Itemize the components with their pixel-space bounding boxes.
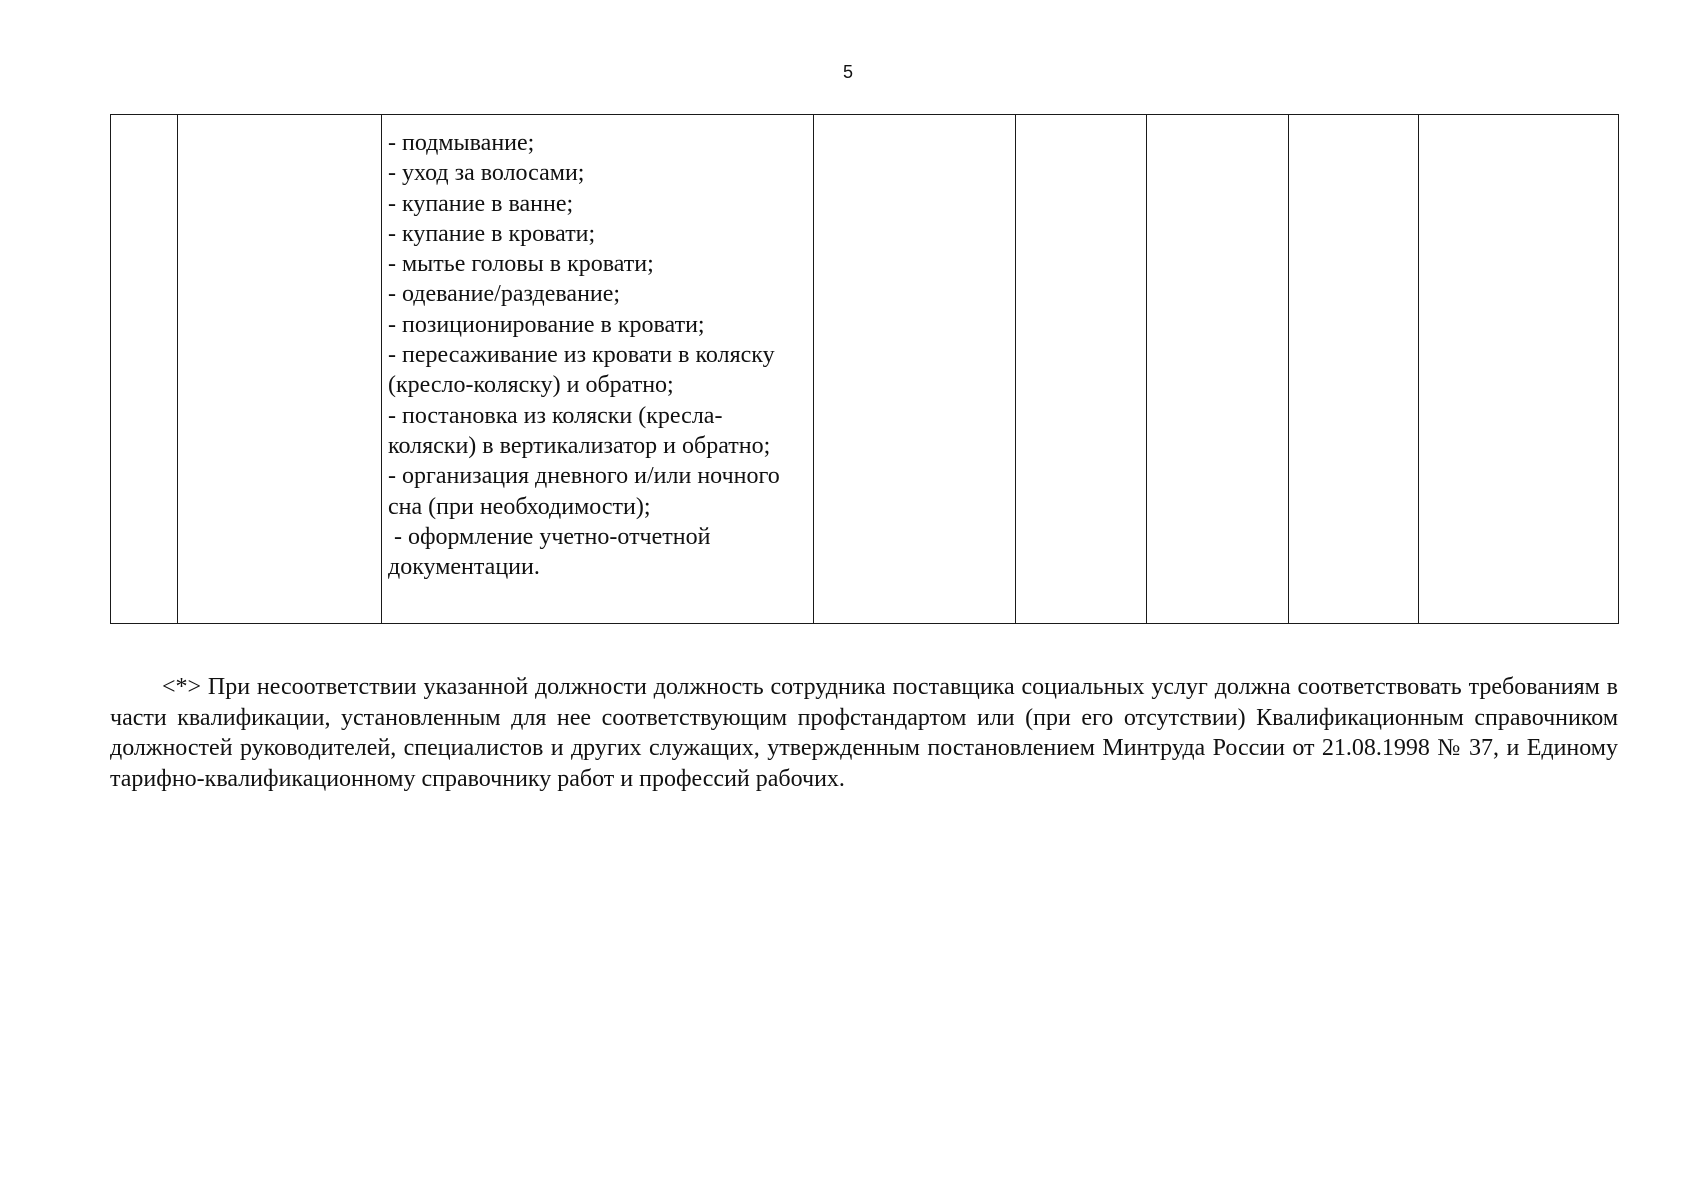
list-item: - позиционирование в кровати; (388, 311, 705, 338)
table-cell-service-name (178, 115, 382, 624)
list-item: - подмывание; (388, 130, 535, 156)
footnote: <*> При несоответствии указанной должности должность сотрудника поставщика социальных услуг должна соответствовать требованиям в части квалификации, установленным для нее соответствующим профстандартом или (при его отсутствии) Квалификационным справочником должностей руководителей, специалистов и других служащих, утвержденным постановлением Минтруда России от 21.08.1998 № 37, и Единому тарифно-квалификационному справочнику работ и профессий рабочих. (110, 674, 1618, 792)
list-item: - мытье головы в кровати; (388, 251, 654, 278)
table-cell-empty (814, 115, 1016, 624)
table-cell-empty (1147, 115, 1289, 624)
table-row (111, 115, 1619, 624)
list-item: - одевание/раздевание; (388, 281, 621, 308)
table-cell-empty (1289, 115, 1419, 624)
list-item: - пересаживание из кровати в коляску (кресло-коляску) и обратно; (388, 342, 781, 399)
list-item: - купание в кровати; (388, 220, 596, 247)
services-list (388, 128, 803, 582)
list-item: - купание в ванне; (388, 190, 574, 217)
list-item: - организация дневного и/или ночного сна (при необходимости); (388, 463, 786, 520)
table-cell-empty (1419, 115, 1619, 624)
list-item: - постановка из коляски (кресла-коляски) в вертикализатор и обратно; (388, 402, 771, 459)
list-item: - оформление учетно-отчетной документации. (388, 523, 717, 581)
table-cell-services-list (382, 115, 814, 624)
list-item: - уход за волосами; (388, 160, 585, 187)
table-cell-empty (1016, 115, 1147, 624)
page-number: 5 (842, 62, 853, 82)
table-cell-number (111, 115, 178, 624)
services-table (110, 114, 1619, 624)
